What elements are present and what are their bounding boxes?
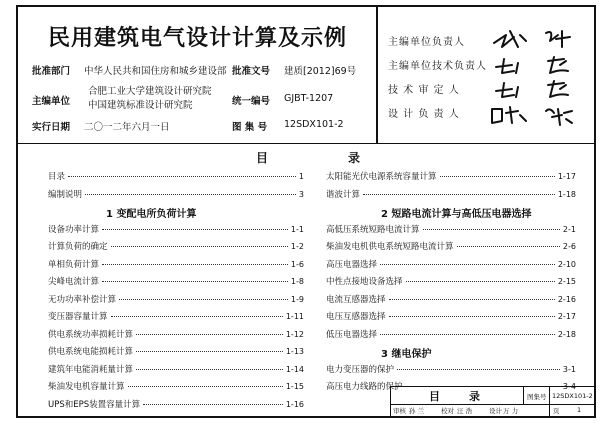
toc-entry-title: 高压电力线路的保护 — [326, 382, 403, 392]
toc-entry-page: 2-10 — [557, 259, 576, 269]
toc-entry-title: 尖峰电流计算 — [48, 277, 100, 287]
toc-entry-page: 2-16 — [557, 294, 576, 304]
editor-unit-1: 合肥工业大学建筑设计研究院 — [88, 86, 212, 97]
sig-label-tech-reviewer: 技 术 审 定 人 — [388, 85, 460, 96]
title-block-name-2: 录 — [469, 390, 480, 403]
toc-leader-dots — [136, 351, 283, 352]
toc-entry-page: 1-1 — [290, 224, 304, 234]
toc-entry-title: 高低压系统短路电流计算 — [326, 224, 420, 235]
toc-title-right: 录 — [348, 151, 361, 165]
toc-entry[interactable] — [48, 223, 304, 236]
toc-entry-page: 1-18 — [557, 189, 576, 199]
effective-date: 二〇一二年六月一日 — [84, 122, 170, 133]
toc-leader-dots — [389, 316, 555, 317]
toc-leader-dots — [397, 369, 560, 370]
toc-leader-dots — [363, 194, 555, 195]
toc-entry[interactable] — [48, 170, 304, 183]
toc-entry-page: 1-6 — [290, 259, 304, 269]
toc-entry-title: 单相负荷计算 — [48, 259, 100, 270]
toc-entry[interactable] — [48, 275, 304, 288]
date-label: 实行日期 — [32, 122, 71, 133]
toc-leader-dots — [119, 299, 288, 300]
toc-entry-title: 中性点接地设备选择 — [326, 277, 403, 287]
toc-entry-title: UPS和EPS装置容量计算 — [48, 399, 141, 410]
editor-unit-2: 中国建筑标准设计研究院 — [88, 100, 193, 111]
title-block-designer: 万 力 — [503, 407, 519, 415]
title-block-atlas-no: 12SDX101-2 — [552, 392, 593, 400]
toc-entry-title: 计算负荷的确定 — [48, 242, 108, 252]
toc-entry-title: 变压器容量计算 — [48, 312, 108, 322]
toc-leader-dots — [102, 229, 288, 230]
toc-entry-page: 1-14 — [285, 364, 304, 374]
toc-leader-dots — [136, 369, 283, 370]
toc-entry-title: 供电系统功率损耗计算 — [48, 329, 134, 340]
toc-entry-title: 电压互感器选择 — [326, 312, 386, 322]
title-block-name-1: 目 — [429, 390, 440, 403]
toc-entry-title: 柴油发电机容量计算 — [48, 382, 125, 392]
tb-divider — [523, 387, 524, 404]
toc-entry[interactable] — [326, 170, 576, 183]
toc-entry[interactable] — [48, 240, 304, 253]
toc-leader-dots — [423, 229, 560, 230]
toc-entry[interactable] — [48, 328, 304, 341]
unified-no: GJBT-1207 — [284, 93, 334, 104]
toc-entry-page: 1-2 — [290, 242, 304, 251]
toc-entry[interactable] — [326, 275, 576, 288]
toc-entry-title: 太阳能光伏电源系统容量计算 — [326, 172, 437, 182]
toc-entry[interactable] — [48, 398, 304, 411]
toc-entry-title: 无功功率补偿计算 — [48, 294, 117, 305]
approval-no-label: 批准文号 — [232, 66, 271, 77]
toc-entry-page: 1-17 — [557, 172, 576, 181]
toc-title-left: 目 — [256, 151, 269, 165]
toc-leader-dots — [85, 194, 296, 195]
title-block-row-1 — [391, 387, 595, 405]
title-block-page-no: 1 — [577, 406, 582, 414]
toc-entry[interactable] — [326, 223, 576, 236]
toc-entry[interactable] — [48, 258, 304, 271]
toc-section-heading: 1 变配电所负荷计算 — [106, 209, 197, 220]
sig-label-tech-chief: 主编单位技术负责人 — [388, 61, 487, 72]
toc-entry-page: 1 — [298, 172, 304, 181]
toc-entry[interactable] — [326, 293, 576, 306]
toc-entry-page: 1-9 — [290, 294, 304, 304]
toc-leader-dots — [380, 264, 555, 265]
sig-label-chief: 主编单位负责人 — [388, 37, 465, 48]
editor-label: 主编单位 — [32, 96, 71, 107]
title-block-page-label: 页 — [553, 407, 560, 415]
toc-leader-dots — [128, 386, 283, 387]
toc-leader-dots — [136, 334, 283, 335]
toc-entry-page: 2-15 — [557, 277, 576, 286]
header-divider — [376, 7, 378, 143]
toc-entry-title: 低压电器选择 — [326, 329, 378, 340]
toc-entry-page: 1-15 — [285, 382, 304, 391]
title-block-reviewer: 孙 兰 — [409, 407, 425, 415]
toc-entry[interactable] — [48, 293, 304, 306]
toc-entry[interactable] — [48, 188, 304, 201]
toc-entry-page: 2-18 — [557, 329, 576, 339]
toc-leader-dots — [111, 246, 288, 247]
tb-divider — [549, 387, 550, 404]
toc-entry-title: 建筑年电能消耗量计算 — [48, 364, 134, 375]
toc-entry[interactable] — [48, 345, 304, 358]
toc-entry-title: 目录 — [48, 172, 66, 182]
toc-entry[interactable] — [326, 328, 576, 341]
toc-entry[interactable] — [48, 380, 304, 393]
toc-entry-title: 电力变压器的保护 — [326, 364, 395, 375]
toc-entry-page: 1-13 — [285, 347, 304, 356]
toc-entry-page: 3-1 — [562, 364, 576, 374]
toc-entry[interactable] — [48, 363, 304, 376]
toc-entry-title: 谐波计算 — [326, 189, 361, 200]
toc-entry-title: 柴油发电机供电系统短路电流计算 — [326, 242, 454, 252]
handwritten-signatures — [488, 25, 594, 129]
toc-entry-page: 3 — [298, 189, 304, 199]
toc-entry[interactable] — [326, 258, 576, 271]
toc-leader-dots — [389, 299, 555, 300]
tb-divider — [549, 404, 550, 417]
drawing-sheet — [16, 5, 596, 418]
title-block-atlas-label: 图集号 — [527, 393, 547, 401]
title-block-check-label: 校对 — [441, 407, 454, 415]
toc-entry[interactable] — [326, 310, 576, 323]
header-block — [18, 7, 594, 144]
toc-section-heading: 2 短路电流计算与高低压电器选择 — [381, 209, 532, 220]
toc-entry-title: 电流互感器选择 — [326, 294, 386, 305]
toc-entry-page: 2-17 — [557, 312, 576, 321]
toc-entry-page: 1-12 — [285, 329, 304, 339]
approval-no: 建质[2012]69号 — [284, 66, 357, 77]
toc-entry-title: 编制说明 — [48, 189, 83, 200]
title-block — [390, 386, 595, 417]
toc-section-heading: 3 继电保护 — [381, 349, 432, 360]
toc-entry-page: 2-1 — [562, 224, 576, 234]
toc-leader-dots — [380, 334, 555, 335]
toc-entry-page: 1-16 — [285, 399, 304, 409]
approval-dept-label: 批准部门 — [32, 66, 71, 77]
toc-entry-title: 设备功率计算 — [48, 224, 100, 235]
toc-leader-dots — [111, 316, 283, 317]
toc-leader-dots — [440, 176, 555, 177]
sig-label-design-lead: 设 计 负 责 人 — [388, 109, 460, 120]
atlas-no-label: 图 集 号 — [232, 122, 268, 133]
document-title: 民用建筑电气设计计算及示例 — [48, 26, 348, 51]
atlas-no: 12SDX101-2 — [284, 119, 344, 130]
toc-leader-dots — [457, 246, 560, 247]
title-block-review-label: 审核 — [393, 407, 406, 415]
title-block-design-label: 设计 — [489, 407, 502, 415]
toc-leader-dots — [406, 281, 555, 282]
toc-entry[interactable] — [326, 363, 576, 376]
toc-leader-dots — [143, 404, 283, 405]
toc-entry-title: 供电系统电能损耗计算 — [48, 347, 134, 357]
toc-entry-page: 1-11 — [285, 312, 304, 321]
toc-leader-dots — [102, 264, 288, 265]
toc-entry-page: 3-4 — [562, 382, 576, 391]
toc-entry[interactable] — [48, 310, 304, 323]
title-block-checker: 汪 浩 — [457, 407, 473, 415]
approval-dept: 中华人民共和国住房和城乡建设部 — [84, 66, 227, 77]
toc-entry-page: 2-6 — [562, 242, 576, 251]
toc-leader-dots — [102, 281, 288, 282]
toc-entry-title: 高压电器选择 — [326, 259, 378, 270]
toc-entry-page: 1-8 — [290, 277, 304, 286]
unified-no-label: 统一编号 — [232, 96, 271, 107]
toc-entry[interactable] — [326, 188, 576, 201]
toc-leader-dots — [68, 176, 296, 177]
toc-entry[interactable] — [326, 240, 576, 253]
